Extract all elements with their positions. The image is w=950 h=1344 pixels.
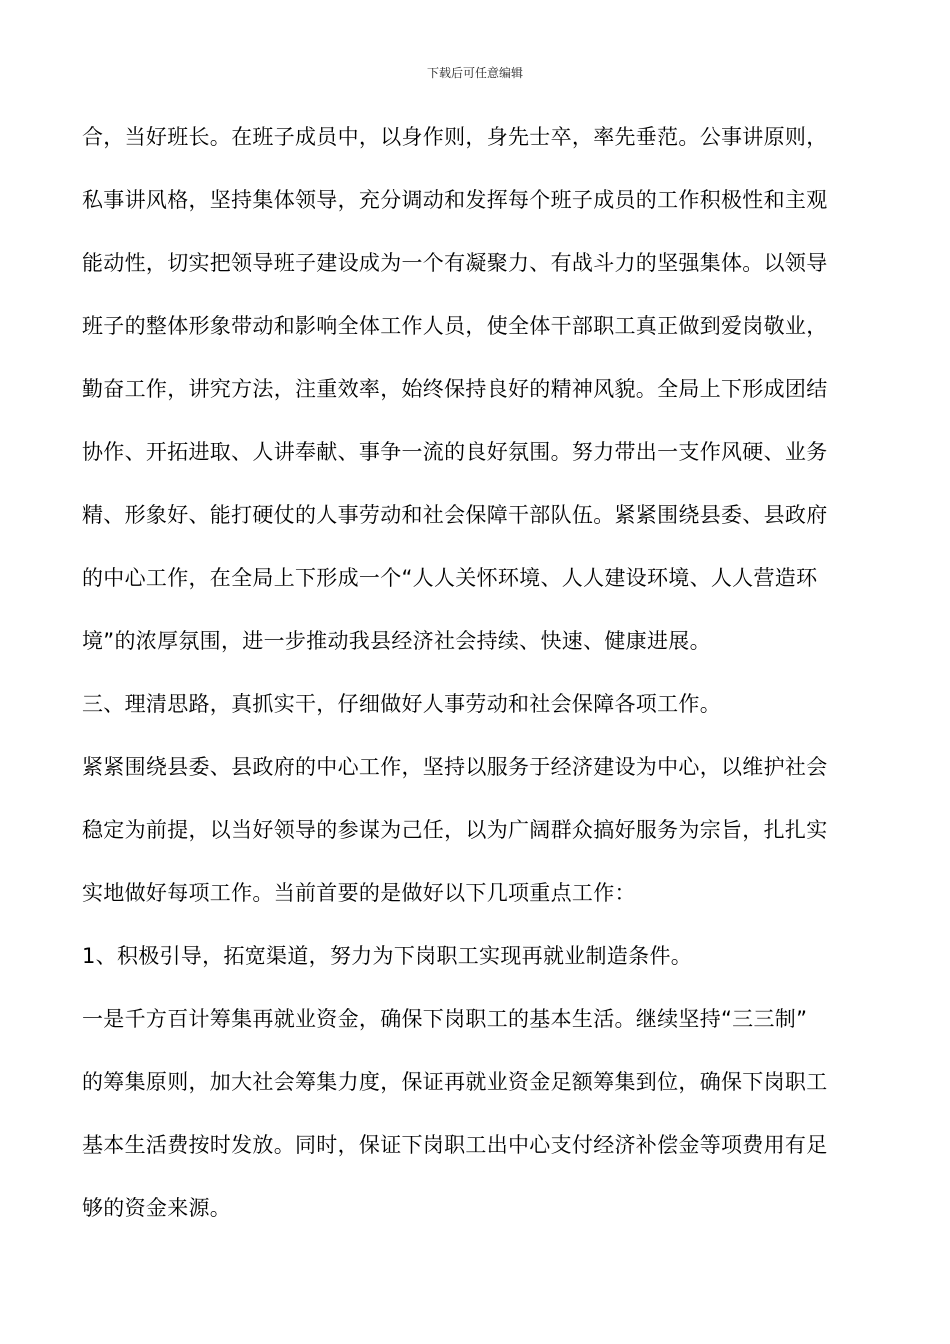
document-body [82, 114, 882, 1248]
text-line: 稳定为前提，以当好领导的参谋为己任，以为广阔群众搞好服务为宗旨，扎扎实 [82, 818, 828, 842]
text-line: 私事讲风格，坚持集体领导，充分调动和发挥每个班子成员的工作积极性和主观 [82, 188, 828, 212]
text-line: 合，当好班长。在班子成员中，以身作则，身先士卒，率先垂范。公事讲原则， [82, 125, 828, 149]
text-line: 精、形象好、能打硬仗的人事劳动和社会保障干部队伍。紧紧围绕县委、县政府 [82, 503, 828, 527]
text-line: 紧紧围绕县委、县政府的中心工作，坚持以服务于经济建设为中心，以维护社会 [82, 755, 828, 779]
text-line: 一是千方百计筹集再就业资金，确保下岗职工的基本生活。继续坚持“三三制” [82, 1007, 808, 1031]
text-line: 实地做好每项工作。当前首要的是做好以下几项重点工作： [82, 881, 636, 905]
page-header: 下载后可任意编辑 [426, 66, 523, 80]
text-line: 的中心工作，在全局上下形成一个“人人关怀环境、人人建设环境、人人营造环 [82, 566, 818, 590]
text-line: 基本生活费按时发放。同时，保证下岗职工出中心支付经济补偿金等项费用有足 [82, 1133, 828, 1157]
text-line: 境”的浓厚氛围，进一步推动我县经济社会持续、快速、健康进展。 [82, 629, 711, 653]
text-line: 能动性，切实把领导班子建设成为一个有凝聚力、有战斗力的坚强集体。以领导 [82, 251, 828, 275]
text-line: 的筹集原则，加大社会筹集力度，保证再就业资金足额筹集到位，确保下岗职工 [82, 1070, 828, 1094]
text-line: 够的资金来源。 [82, 1196, 232, 1220]
text-line: 班子的整体形象带动和影响全体工作人员，使全体干部职工真正做到爱岗敬业， [82, 314, 828, 338]
text-line: 勤奋工作，讲究方法，注重效率，始终保持良好的精神风貌。全局上下形成团结 [82, 377, 828, 401]
section-heading: 三、理清思路，真抓实干，仔细做好人事劳动和社会保障各项工作。 [82, 692, 721, 716]
subsection-heading: 1、积极引导，拓宽渠道，努力为下岗职工实现再就业制造条件。 [82, 944, 693, 968]
text-line: 协作、开拓进取、人讲奉献、事争一流的良好氛围。努力带出一支作风硬、业务 [82, 440, 828, 464]
